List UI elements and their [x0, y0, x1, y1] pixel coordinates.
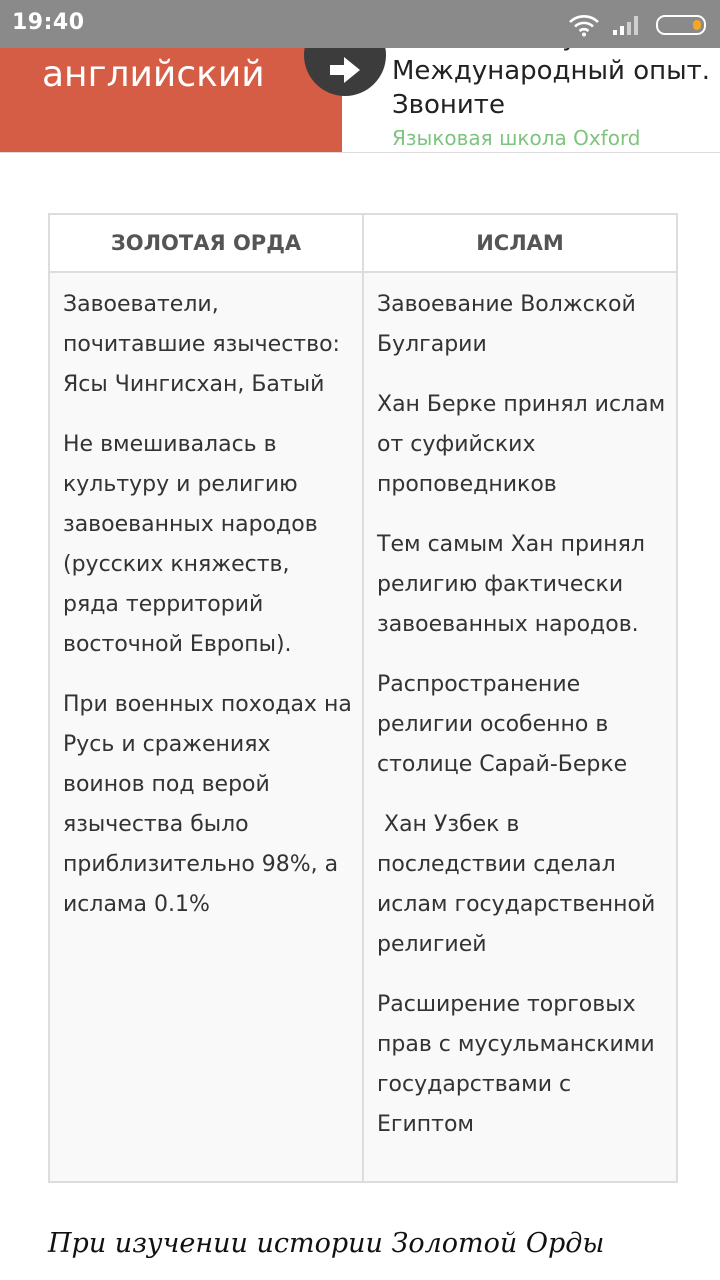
status-time: 19:40: [12, 10, 85, 35]
column-header-islam: ИСЛАМ: [363, 214, 677, 272]
battery-level: [693, 20, 701, 30]
list-item: Хан Узбек в последствии сделал ислам государственной религией: [377, 812, 663, 957]
ad-source-link[interactable]: Языковая школа Oxford: [392, 126, 641, 150]
wifi-icon: [568, 13, 600, 37]
list-item: Расширение торговых прав с мусульманскими государствами с Египтом: [377, 992, 655, 1137]
table-header-row: [49, 214, 677, 272]
golden-horde-cell: [49, 272, 363, 1182]
list-item: При военных походах на Русь и сражениях воинов под верой язычества было приблизительно 98%, а ислама 0.1%: [63, 692, 352, 917]
status-icons: [568, 12, 706, 38]
list-item: Не вмешивалась в культуру и религию завоеванных народов (русских княжеств, ряда территорий восточной Европы).: [63, 432, 318, 657]
list-item: Тем самым Хан принял религию фактически завоеванных народов.: [377, 532, 645, 637]
ad-banner[interactable]: [0, 48, 720, 153]
column-header-golden-horde: ЗОЛОТАЯ ОРДА: [49, 214, 363, 272]
signal-icon: [612, 14, 642, 36]
ad-image-panel[interactable]: [0, 48, 342, 152]
islam-cell: [363, 272, 677, 1182]
comparison-table: [48, 213, 678, 1183]
list-item: Завоевание Волжской Булгарии: [377, 292, 636, 357]
list-item: Хан Берке принял ислам от суфийских проповедников: [377, 392, 666, 497]
ad-image-text: английский: [42, 54, 265, 95]
battery-icon: [656, 15, 706, 35]
arrow-right-icon: [328, 55, 362, 85]
list-item: Завоеватели, почитавшие язычество: Ясы Чингисхан, Батый: [63, 292, 340, 397]
ad-headline[interactable]: Международный опыт. Звоните: [392, 56, 711, 120]
table-row: [49, 272, 677, 1182]
list-item: Распространение религии особенно в столице Сарай-Берке: [377, 672, 628, 777]
section-heading: При изучении истории Золотой Орды: [48, 1228, 605, 1259]
status-bar: [0, 0, 720, 48]
